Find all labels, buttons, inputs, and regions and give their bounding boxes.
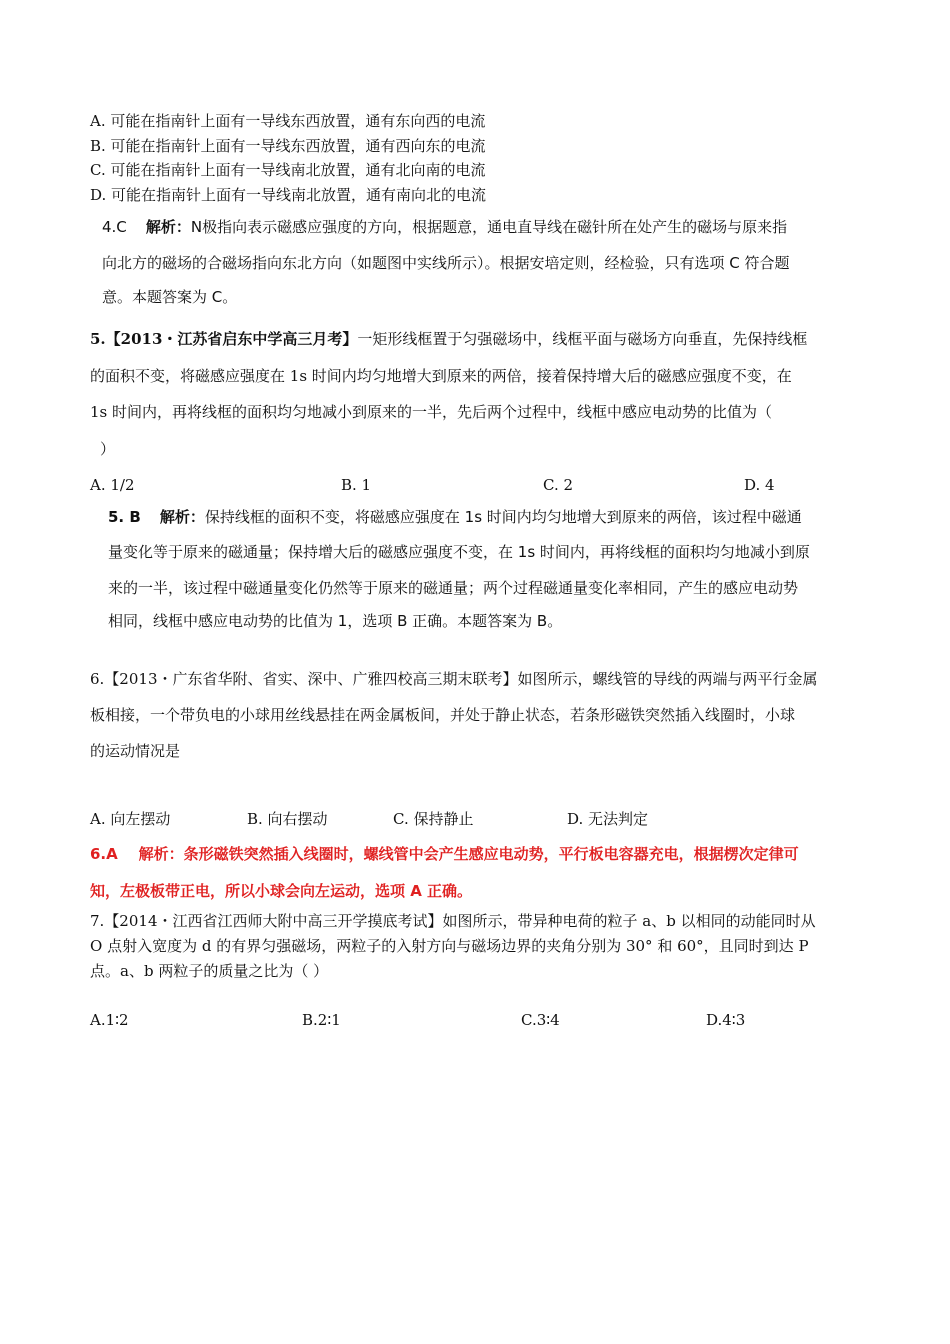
question-5-line3: 1s 时间内，再将线框的面积均匀地减小到原来的一半，先后两个过程中，线框中感应电动势的比值为（ [90,403,773,421]
answer-6-line1 [90,844,799,864]
q5-option-c: C. 2 [543,476,574,494]
answer-6-line2: 知，左极板带正电，所以小球会向左运动，选项 A 正确。 [90,882,473,900]
q5-option-d: D. 4 [744,476,775,494]
q7-option-a: A.1∶2 [90,1011,129,1029]
option-a: A. 可能在指南针上面有一导线东西放置，通有东向西的电流 [90,112,486,130]
q5-option-a: A. 1/2 [90,476,135,494]
answer-text: N极指向表示磁感应强度的方向，根据题意，通电直导线在磁针所在处产生的磁场与原来指 [190,218,788,236]
answer-number: 4.C [102,218,127,236]
question-5-line4: ） [100,440,116,458]
analysis-label: 解析： [145,218,191,236]
question-7-line2: O 点射入宽度为 d 的有界匀强磁场，两粒子的入射方向与磁场边界的夹角分别为 30° 和 60°，且同时到达 P [90,937,809,955]
option-c: C. 可能在指南针上面有一导线南北放置，通有北向南的电流 [90,161,486,179]
question-6-line3: 的运动情况是 [90,742,181,760]
q7-option-b: B.2∶1 [302,1011,341,1029]
question-5-line1 [90,329,807,349]
answer-number: 6.A [90,845,118,863]
question-number: 5. [90,330,106,348]
answer-5-line2: 量变化等于原来的磁通量；保持增大后的磁感应强度不变，在 1s 时间内，再将线框的面积均匀地减小到原 [108,543,810,561]
option-d: D. 可能在指南针上面有一导线南北放置，通有南向北的电流 [90,186,487,204]
answer-5-line4: 相同，线框中感应电动势的比值为 1，选项 B 正确。本题答案为 B。 [108,612,563,630]
answer-5-line1 [108,507,802,527]
q5-option-b: B. 1 [341,476,372,494]
q6-option-b: B. 向右摆动 [247,810,328,828]
q7-option-c: C.3∶4 [521,1011,560,1029]
question-6-line1: 6.【2013・广东省华附、省实、深中、广雅四校高三期末联考】如图所示，螺线管的导线的两端与两平行金属 [90,670,818,688]
answer-4-line1 [102,217,787,237]
answer-text: 保持线框的面积不变，将磁感应强度在 1s 时间内均匀地增大到原来的两倍，该过程中磁通 [204,508,802,526]
question-5-line2: 的面积不变，将磁感应强度在 1s 时间内均匀地增大到原来的两倍，接着保持增大后的磁感应强度不变，在 [90,367,792,385]
question-7-line3: 点。a、b 两粒子的质量之比为（ ） [90,962,329,980]
question-source: 【2013・江苏省启东中学高三月考】 [105,330,358,348]
answer-4-line2: 向北方的磁场的合磁场指向东北方向（如题图中实线所示）。根据安培定则，经检验，只有选项 C 符合题 [102,254,790,272]
answer-5-line3: 来的一半，该过程中磁通量变化仍然等于原来的磁通量；两个过程磁通量变化率相同，产生的感应电动势 [108,579,799,597]
answer-text: 条形磁铁突然插入线圈时，螺线管中会产生感应电动势，平行板电容器充电，根据楞次定律可 [183,845,799,863]
question-text: 一矩形线框置于匀强磁场中，线框平面与磁场方向垂直，先保持线框 [357,330,808,348]
analysis-label: 解析： [159,508,205,526]
q6-option-a: A. 向左摆动 [90,810,171,828]
option-b: B. 可能在指南针上面有一导线东西放置，通有西向东的电流 [90,137,486,155]
q6-option-d: D. 无法判定 [567,810,649,828]
question-7-line1: 7.【2014・江西省江西师大附中高三开学摸底考试】如图所示，带异种电荷的粒子 a、b 以相同的动能同时从 [90,912,816,930]
q7-option-d: D.4∶3 [706,1011,746,1029]
question-6-line2: 板相接，一个带负电的小球用丝线悬挂在两金属板间，并处于静止状态，若条形磁铁突然插入线圈时，小球 [90,706,796,724]
answer-4-line3: 意。本题答案为 C。 [102,288,238,306]
q6-option-c: C. 保持静止 [393,810,474,828]
answer-number: 5. B [108,508,141,526]
analysis-label: 解析： [138,845,184,863]
